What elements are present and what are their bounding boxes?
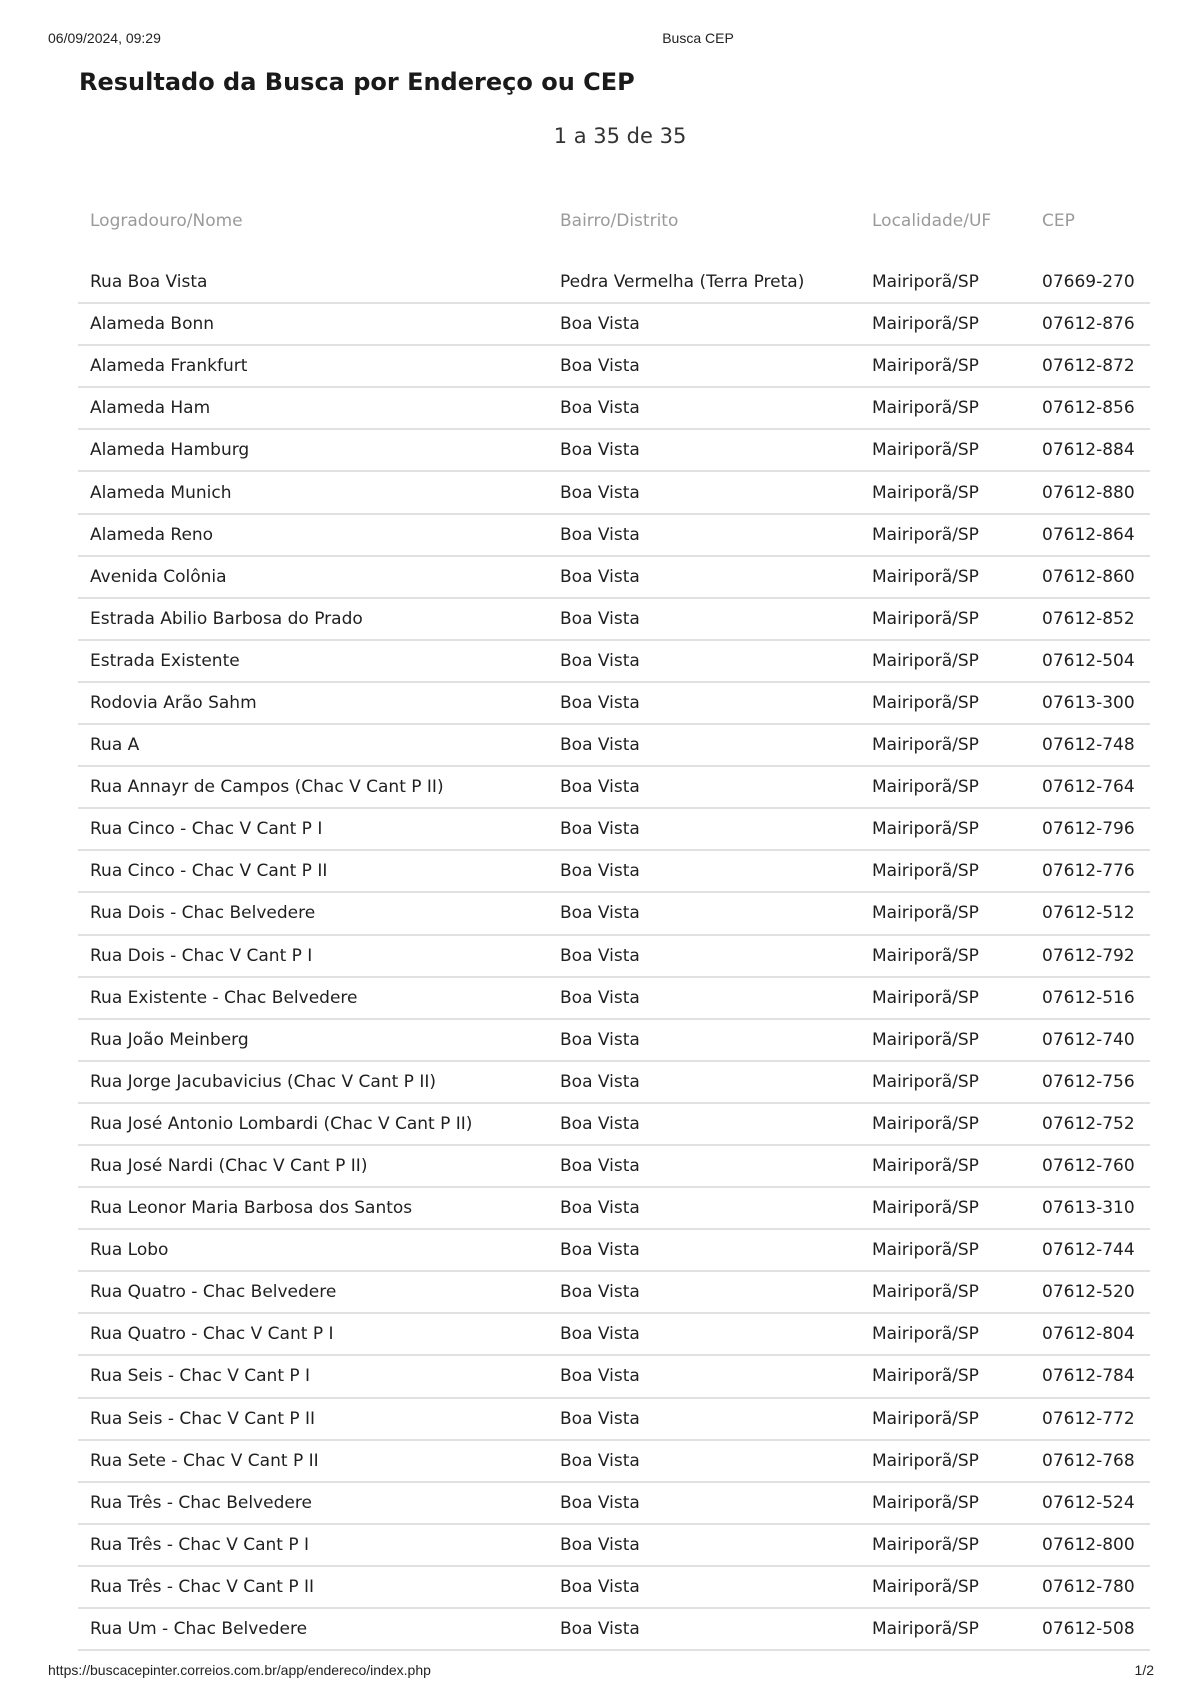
cell-bairro: Boa Vista xyxy=(548,1145,860,1187)
cell-bairro: Boa Vista xyxy=(548,724,860,766)
cell-bairro: Boa Vista xyxy=(548,1019,860,1061)
cell-cep: 07612-748 xyxy=(1030,724,1150,766)
table-row xyxy=(78,514,1150,556)
cell-logradouro: Rua Leonor Maria Barbosa dos Santos xyxy=(78,1187,548,1229)
table-row xyxy=(78,1482,1150,1524)
table-row xyxy=(78,262,1150,303)
cell-logradouro: Rua Quatro - Chac V Cant P I xyxy=(78,1313,548,1355)
table-row xyxy=(78,1313,1150,1355)
cell-cep: 07612-752 xyxy=(1030,1103,1150,1145)
cell-localidade: Mairiporã/SP xyxy=(860,303,1030,345)
cell-localidade: Mairiporã/SP xyxy=(860,808,1030,850)
cell-bairro: Boa Vista xyxy=(548,345,860,387)
cell-cep: 07669-270 xyxy=(1030,262,1150,303)
table-row xyxy=(78,598,1150,640)
cell-bairro: Boa Vista xyxy=(548,1313,860,1355)
cell-cep: 07612-744 xyxy=(1030,1229,1150,1271)
cell-logradouro: Rua Três - Chac V Cant P I xyxy=(78,1524,548,1566)
cell-bairro: Boa Vista xyxy=(548,850,860,892)
cell-localidade: Mairiporã/SP xyxy=(860,1187,1030,1229)
cell-bairro: Boa Vista xyxy=(548,387,860,429)
table-row xyxy=(78,1355,1150,1397)
cell-logradouro: Avenida Colônia xyxy=(78,556,548,598)
table-row xyxy=(78,1524,1150,1566)
column-header-bairro: Bairro/Distrito xyxy=(560,211,679,231)
table-row xyxy=(78,429,1150,471)
cell-logradouro: Rua Boa Vista xyxy=(78,262,548,303)
cell-localidade: Mairiporã/SP xyxy=(860,1313,1030,1355)
cell-cep: 07612-880 xyxy=(1030,471,1150,513)
cell-logradouro: Estrada Abilio Barbosa do Prado xyxy=(78,598,548,640)
cell-bairro: Boa Vista xyxy=(548,1482,860,1524)
column-header-localidade: Localidade/UF xyxy=(872,211,992,231)
cell-cep: 07612-876 xyxy=(1030,303,1150,345)
table-row xyxy=(78,1271,1150,1313)
print-header xyxy=(0,30,1200,50)
cell-localidade: Mairiporã/SP xyxy=(860,724,1030,766)
column-header-logradouro: Logradouro/Nome xyxy=(90,211,243,231)
table-row xyxy=(78,935,1150,977)
cell-bairro: Boa Vista xyxy=(548,1608,860,1650)
cell-localidade: Mairiporã/SP xyxy=(860,1566,1030,1608)
cell-localidade: Mairiporã/SP xyxy=(860,682,1030,724)
cell-cep: 07612-740 xyxy=(1030,1019,1150,1061)
table-spacer xyxy=(78,242,1150,262)
cell-localidade: Mairiporã/SP xyxy=(860,387,1030,429)
cell-logradouro: Rua Annayr de Campos (Chac V Cant P II) xyxy=(78,766,548,808)
cell-localidade: Mairiporã/SP xyxy=(860,935,1030,977)
cell-cep: 07612-772 xyxy=(1030,1398,1150,1440)
cell-localidade: Mairiporã/SP xyxy=(860,262,1030,303)
cell-bairro: Boa Vista xyxy=(548,1440,860,1482)
cell-cep: 07612-804 xyxy=(1030,1313,1150,1355)
table-row xyxy=(78,1061,1150,1103)
cell-bairro: Boa Vista xyxy=(548,808,860,850)
table-row xyxy=(78,682,1150,724)
table-row xyxy=(78,850,1150,892)
cell-bairro: Boa Vista xyxy=(548,471,860,513)
cell-cep: 07612-864 xyxy=(1030,514,1150,556)
cell-localidade: Mairiporã/SP xyxy=(860,514,1030,556)
cell-bairro: Boa Vista xyxy=(548,1524,860,1566)
cell-logradouro: Rua Jorge Jacubavicius (Chac V Cant P II) xyxy=(78,1061,548,1103)
cell-localidade: Mairiporã/SP xyxy=(860,471,1030,513)
table-row xyxy=(78,387,1150,429)
cell-localidade: Mairiporã/SP xyxy=(860,892,1030,934)
cell-cep: 07612-764 xyxy=(1030,766,1150,808)
cell-logradouro: Rua Dois - Chac V Cant P I xyxy=(78,935,548,977)
cell-bairro: Boa Vista xyxy=(548,303,860,345)
cell-cep: 07612-784 xyxy=(1030,1355,1150,1397)
cell-cep: 07612-760 xyxy=(1030,1145,1150,1187)
cell-cep: 07612-504 xyxy=(1030,640,1150,682)
cell-cep: 07612-872 xyxy=(1030,345,1150,387)
results-body xyxy=(78,242,1150,1650)
cell-localidade: Mairiporã/SP xyxy=(860,1103,1030,1145)
cell-localidade: Mairiporã/SP xyxy=(860,1019,1030,1061)
table-header-row xyxy=(78,200,1150,242)
cell-logradouro: Rua Existente - Chac Belvedere xyxy=(78,977,548,1019)
cell-bairro: Boa Vista xyxy=(548,1355,860,1397)
cell-bairro: Boa Vista xyxy=(548,514,860,556)
cell-logradouro: Rua José Antonio Lombardi (Chac V Cant P II) xyxy=(78,1103,548,1145)
cell-logradouro: Estrada Existente xyxy=(78,640,548,682)
cell-bairro: Boa Vista xyxy=(548,1271,860,1313)
cell-localidade: Mairiporã/SP xyxy=(860,1440,1030,1482)
table-row xyxy=(78,471,1150,513)
table-row xyxy=(78,556,1150,598)
cell-cep: 07612-860 xyxy=(1030,556,1150,598)
table-row xyxy=(78,1145,1150,1187)
cell-cep: 07613-310 xyxy=(1030,1187,1150,1229)
cell-localidade: Mairiporã/SP xyxy=(860,1229,1030,1271)
cell-localidade: Mairiporã/SP xyxy=(860,1271,1030,1313)
cell-logradouro: Rodovia Arão Sahm xyxy=(78,682,548,724)
cell-bairro: Boa Vista xyxy=(548,598,860,640)
table-row xyxy=(78,345,1150,387)
cell-logradouro: Rua João Meinberg xyxy=(78,1019,548,1061)
table-row xyxy=(78,1398,1150,1440)
cell-bairro: Boa Vista xyxy=(548,556,860,598)
cell-bairro: Boa Vista xyxy=(548,892,860,934)
results-table xyxy=(78,200,1150,1651)
table-row xyxy=(78,1229,1150,1271)
cell-cep: 07612-516 xyxy=(1030,977,1150,1019)
print-page-number: 1/2 xyxy=(1134,1662,1154,1678)
table-row xyxy=(78,303,1150,345)
cell-localidade: Mairiporã/SP xyxy=(860,1061,1030,1103)
cell-logradouro: Alameda Munich xyxy=(78,471,548,513)
page-title: Resultado da Busca por Endereço ou CEP xyxy=(79,68,635,96)
cell-logradouro: Alameda Reno xyxy=(78,514,548,556)
table-row xyxy=(78,1187,1150,1229)
cell-logradouro: Rua Cinco - Chac V Cant P I xyxy=(78,808,548,850)
cell-cep: 07612-856 xyxy=(1030,387,1150,429)
cell-cep: 07613-300 xyxy=(1030,682,1150,724)
cell-localidade: Mairiporã/SP xyxy=(860,1355,1030,1397)
cell-localidade: Mairiporã/SP xyxy=(860,1482,1030,1524)
cell-cep: 07612-792 xyxy=(1030,935,1150,977)
cell-logradouro: Rua Três - Chac Belvedere xyxy=(78,1482,548,1524)
cell-logradouro: Rua Dois - Chac Belvedere xyxy=(78,892,548,934)
table-row xyxy=(78,766,1150,808)
cell-localidade: Mairiporã/SP xyxy=(860,1398,1030,1440)
cell-bairro: Boa Vista xyxy=(548,1187,860,1229)
cell-bairro: Boa Vista xyxy=(548,1103,860,1145)
cell-bairro: Boa Vista xyxy=(548,1398,860,1440)
cell-logradouro: Rua A xyxy=(78,724,548,766)
cell-logradouro: Rua Três - Chac V Cant P II xyxy=(78,1566,548,1608)
cell-localidade: Mairiporã/SP xyxy=(860,766,1030,808)
print-page-title: Busca CEP xyxy=(662,30,734,46)
cell-bairro: Boa Vista xyxy=(548,429,860,471)
cell-cep: 07612-800 xyxy=(1030,1524,1150,1566)
cell-cep: 07612-508 xyxy=(1030,1608,1150,1650)
cell-logradouro: Alameda Hamburg xyxy=(78,429,548,471)
cell-cep: 07612-776 xyxy=(1030,850,1150,892)
cell-localidade: Mairiporã/SP xyxy=(860,1608,1030,1650)
table-row xyxy=(78,1608,1150,1650)
table-row xyxy=(78,1440,1150,1482)
cell-bairro: Boa Vista xyxy=(548,766,860,808)
cell-cep: 07612-780 xyxy=(1030,1566,1150,1608)
table-row xyxy=(78,892,1150,934)
cell-localidade: Mairiporã/SP xyxy=(860,345,1030,387)
cell-logradouro: Rua Quatro - Chac Belvedere xyxy=(78,1271,548,1313)
cell-bairro: Boa Vista xyxy=(548,935,860,977)
print-url: https://buscacepinter.correios.com.br/app/endereco/index.php xyxy=(48,1662,431,1678)
cell-bairro: Boa Vista xyxy=(548,1061,860,1103)
print-datetime: 06/09/2024, 09:29 xyxy=(48,30,161,46)
cell-logradouro: Alameda Frankfurt xyxy=(78,345,548,387)
cell-cep: 07612-512 xyxy=(1030,892,1150,934)
table-row xyxy=(78,1019,1150,1061)
table-row xyxy=(78,808,1150,850)
cell-logradouro: Rua José Nardi (Chac V Cant P II) xyxy=(78,1145,548,1187)
cell-logradouro: Alameda Ham xyxy=(78,387,548,429)
cell-logradouro: Rua Um - Chac Belvedere xyxy=(78,1608,548,1650)
cell-cep: 07612-884 xyxy=(1030,429,1150,471)
cell-localidade: Mairiporã/SP xyxy=(860,429,1030,471)
cell-logradouro: Rua Lobo xyxy=(78,1229,548,1271)
cell-logradouro: Rua Sete - Chac V Cant P II xyxy=(78,1440,548,1482)
cell-cep: 07612-796 xyxy=(1030,808,1150,850)
cell-localidade: Mairiporã/SP xyxy=(860,1145,1030,1187)
cell-localidade: Mairiporã/SP xyxy=(860,1524,1030,1566)
cell-localidade: Mairiporã/SP xyxy=(860,556,1030,598)
cell-bairro: Boa Vista xyxy=(548,1566,860,1608)
print-footer xyxy=(0,1662,1200,1682)
table-row xyxy=(78,640,1150,682)
cell-bairro: Boa Vista xyxy=(548,640,860,682)
cell-cep: 07612-852 xyxy=(1030,598,1150,640)
table-row xyxy=(78,1103,1150,1145)
table-row xyxy=(78,724,1150,766)
cell-localidade: Mairiporã/SP xyxy=(860,977,1030,1019)
table-row xyxy=(78,1566,1150,1608)
cell-cep: 07612-520 xyxy=(1030,1271,1150,1313)
cell-bairro: Boa Vista xyxy=(548,682,860,724)
result-count: 1 a 35 de 35 xyxy=(553,124,687,148)
cell-cep: 07612-756 xyxy=(1030,1061,1150,1103)
cell-localidade: Mairiporã/SP xyxy=(860,640,1030,682)
cell-cep: 07612-768 xyxy=(1030,1440,1150,1482)
cell-bairro: Boa Vista xyxy=(548,977,860,1019)
cell-logradouro: Alameda Bonn xyxy=(78,303,548,345)
column-header-cep: CEP xyxy=(1042,211,1075,231)
cell-cep: 07612-524 xyxy=(1030,1482,1150,1524)
cell-bairro: Boa Vista xyxy=(548,1229,860,1271)
cell-logradouro: Rua Cinco - Chac V Cant P II xyxy=(78,850,548,892)
table-row xyxy=(78,977,1150,1019)
cell-logradouro: Rua Seis - Chac V Cant P II xyxy=(78,1398,548,1440)
cell-localidade: Mairiporã/SP xyxy=(860,598,1030,640)
cell-bairro: Pedra Vermelha (Terra Preta) xyxy=(548,262,860,303)
cell-localidade: Mairiporã/SP xyxy=(860,850,1030,892)
cell-logradouro: Rua Seis - Chac V Cant P I xyxy=(78,1355,548,1397)
